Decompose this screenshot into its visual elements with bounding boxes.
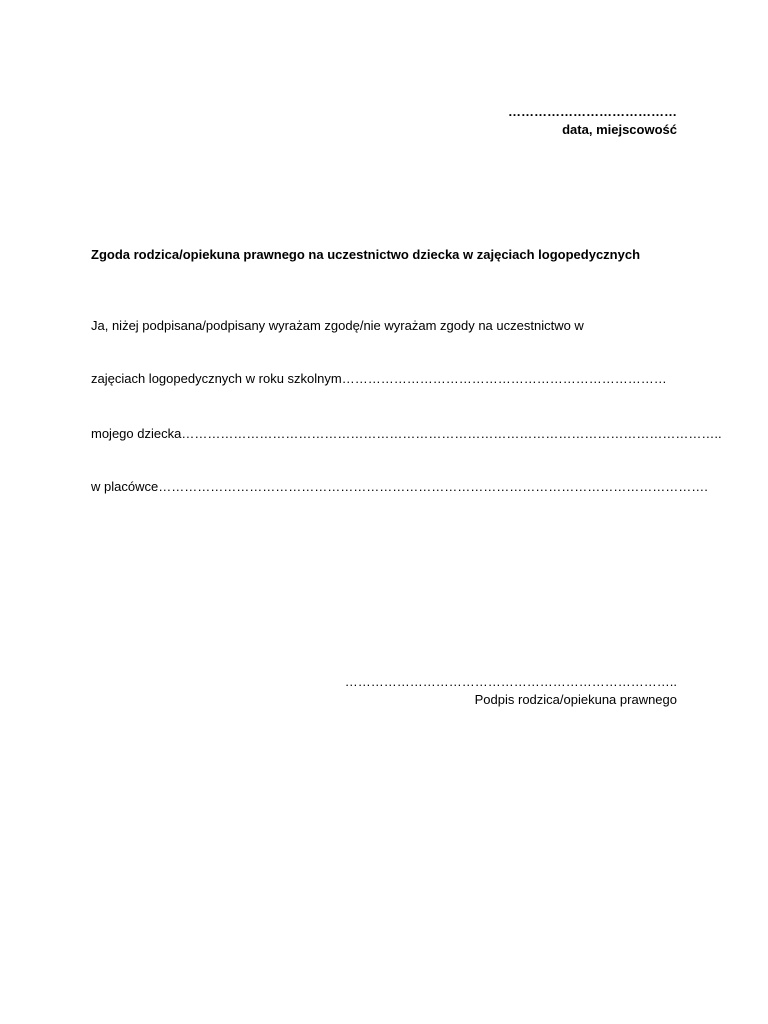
document-title: Zgoda rodzica/opiekuna prawnego na uczestnictwo dziecka w zajęciach logopedycznych bbox=[91, 247, 641, 262]
date-place-dotted-line: ………………………………… bbox=[508, 104, 677, 119]
consent-line-1: Ja, niżej podpisana/podpisany wyrażam zgodę/nie wyrażam zgody na uczestnictwo w bbox=[91, 318, 584, 333]
consent-line-child-name: mojego dziecka…………………………………………………………………………………………………………….. bbox=[91, 426, 722, 441]
signature-label: Podpis rodzica/opiekuna prawnego bbox=[474, 692, 677, 707]
date-place-label: data, miejscowość bbox=[562, 122, 677, 137]
consent-line-school-year: zajęciach logopedycznych w roku szkolnym………………………………………………………………… bbox=[91, 371, 667, 386]
signature-dotted-line: ………………………………………………………………….. bbox=[344, 674, 677, 689]
consent-line-institution: w placówce………………………………………………………………………………………………………………. bbox=[91, 479, 708, 494]
